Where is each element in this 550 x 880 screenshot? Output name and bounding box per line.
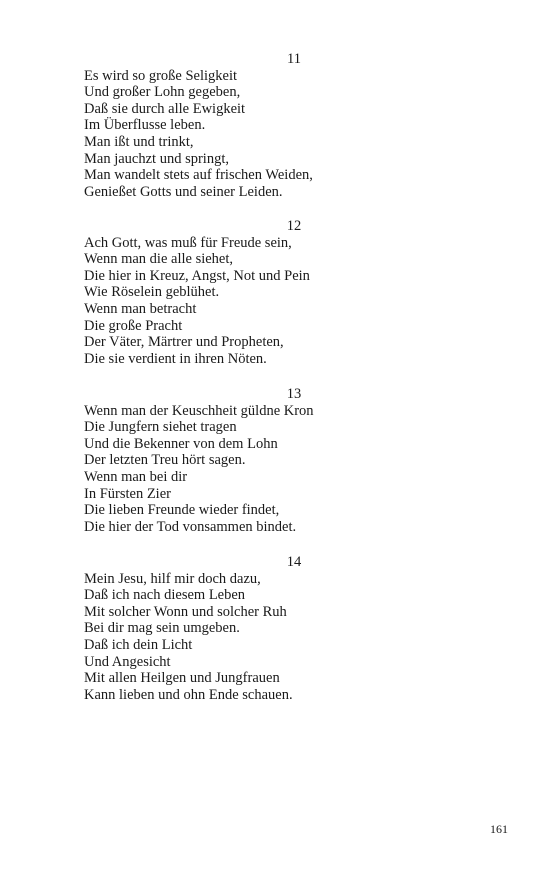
page-number: 161 — [490, 822, 508, 836]
verse-line: Wie Röselein geblühet. — [84, 284, 220, 301]
verse-line: Daß ich dein Licht — [84, 636, 193, 653]
verse-line: Wenn man betracht — [84, 300, 197, 317]
verse-line: Und die Bekenner von dem Lohn — [84, 435, 278, 452]
verse-line: Man jauchzt und springt, — [84, 150, 229, 167]
verse-line: Die lieben Freunde wieder findet, — [84, 502, 280, 519]
stanza-12 — [84, 218, 464, 367]
stanza-number: 13 — [286, 386, 302, 402]
verse-line: Wenn man der Keuschheit güldne Kron — [84, 402, 314, 419]
verse-line: Bei dir mag sein umgeben. — [84, 620, 240, 637]
verse-line: Im Überflusse leben. — [84, 117, 206, 134]
stanza-number: 14 — [286, 554, 302, 570]
stanza-number: 11 — [287, 51, 301, 67]
stanza-number: 12 — [286, 218, 302, 234]
verse-line: Daß ich nach diesem Leben — [84, 587, 246, 604]
verse-line: Die sie verdient in ihren Nöten. — [84, 350, 267, 367]
stanza-11 — [84, 51, 464, 200]
verse-line: Ach Gott, was muß für Freude sein, — [84, 234, 292, 251]
verse-line: Kann lieben und ohn Ende schauen. — [84, 686, 293, 703]
verse-line: Es wird so große Seligkeit — [84, 67, 238, 84]
verse-line: Die Jungfern siehet tragen — [84, 419, 237, 436]
verse-line: Mit allen Heilgen und Jungfrauen — [84, 670, 280, 687]
verse-line: Der Väter, Märtrer und Propheten, — [84, 334, 284, 351]
verse-line: Mein Jesu, hilf mir doch dazu, — [84, 570, 261, 587]
verse-line: Daß sie durch alle Ewigkeit — [84, 100, 246, 117]
verse-line: Wenn man die alle siehet, — [84, 251, 234, 268]
verse-line: Der letzten Treu hört sagen. — [84, 452, 246, 469]
verse-line: Man wandelt stets auf frischen Weiden, — [84, 167, 313, 184]
verse-line: Genießet Gotts und seiner Leiden. — [84, 183, 283, 200]
verse-line: Und Angesicht — [84, 653, 171, 670]
verse-line: Wenn man bei dir — [84, 468, 188, 485]
verse-line: Die große Pracht — [84, 317, 183, 334]
verse-line: Mit solcher Wonn und solcher Ruh — [84, 603, 287, 620]
verse-line: Man ißt und trinkt, — [84, 133, 194, 150]
verse-line: In Fürsten Zier — [84, 485, 171, 502]
stanza-14 — [84, 554, 464, 703]
verse-line: Und großer Lohn gegeben, — [84, 84, 241, 101]
verse-line: Die hier in Kreuz, Angst, Not und Pein — [84, 267, 310, 284]
stanza-13 — [84, 386, 464, 535]
verse-line: Die hier der Tod vonsammen bindet. — [84, 518, 297, 535]
